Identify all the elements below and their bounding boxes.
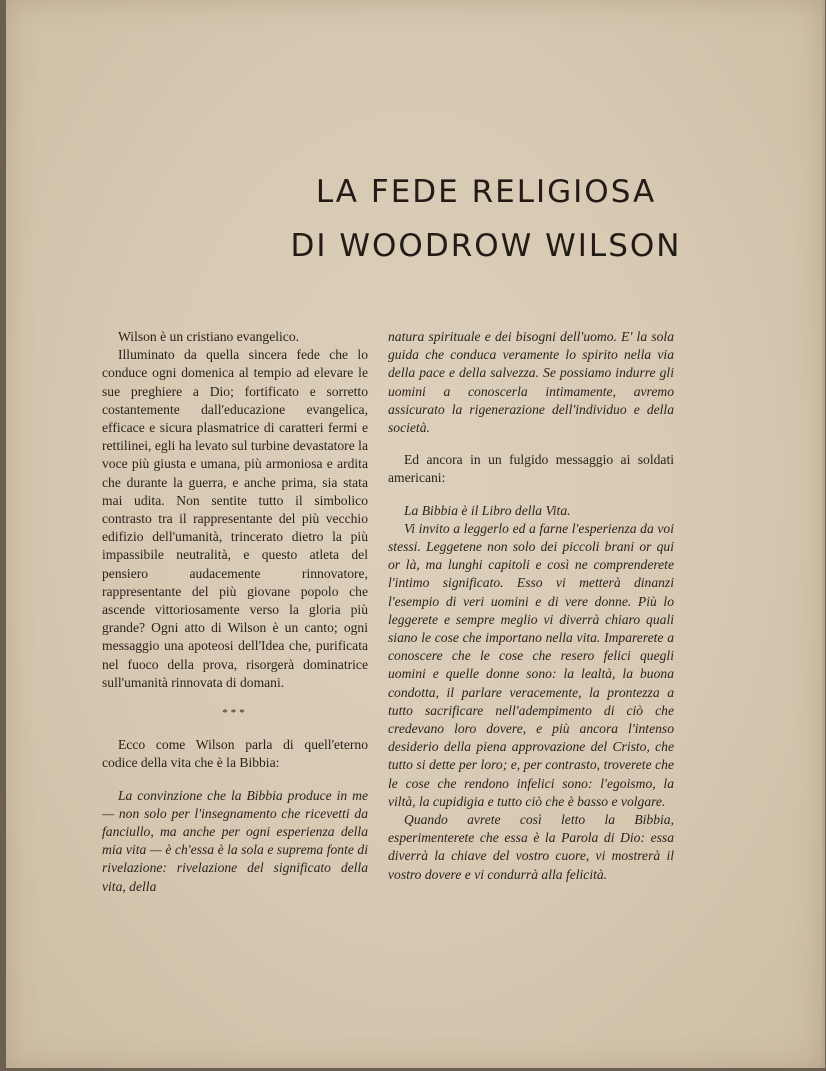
title-line-2: DI WOODROW WILSON [290,228,682,264]
quote-bible-1-continued: natura spirituale e dei bisogni dell'uomo. E' la sola guida che conduca veramente lo spirito nella via della pace e della salvezza. Se possiamo indurre gli uomini a conoscerla intimamente, avremo assicurato la rigenerazione dell'individuo e della società. [388,329,674,436]
left-column [102,328,368,896]
quote-bible-2-line-1: La Bibbia è il Libro della Vita. [404,502,571,518]
document-page [6,0,825,1068]
quote-bible-2-body: Vi invito a leggerlo ed a farne l'esperienza da voi stessi. Leggetene non solo dei piccoli brani or qui or là, ma lunghi capitoli e così ne comprenderete l'intimo significato. Esso vi metterà dinanzi l'esempio di veri uomini e di vere donne. Più lo leggerete e sempre meglio vi diverrà chiaro quali siano le cose che importano nella vita. Imparerete a conoscere che le cose che resero felici quegli uomini e quelle donne sono: la lealtà, la buona condotta, il parlare veracemente, la prontezza a tutto sacrificare nell'adempimento di ciò che credevano loro dovere, e più ancora l'intenso desiderio della piena approvazione del Cristo, che tutto si dette per loro; e, per contrasto, troverete che le cose che rendono infelici sono: l'egoismo, la viltà, la cupidigia e tutto ciò che è basso e volgare. [388,520,674,809]
paragraph-intro: Wilson è un cristiano evangelico. [118,329,300,344]
quote-bible-1: La convinzione che la Bibbia produce in me — non solo per l'insegnamento che ricevetti da fanciullo, ma anche per ogni esperienza della mia vita — è ch'essa è la sola e suprema fonte di rivelazione: rivelazione del significato della vita, della [102,787,368,894]
paragraph-main: Illuminato da quella sincera fede che lo conduce ogni domenica al tempio ad elevare le sue preghiere a Dio; fortificato e sorretto costantemente dall'educazione evangelica, efficace e sicura plasmatrice di caratteri fermi e rettilinei, egli ha levato sul turbine devastatore la voce più giusta e umana, più armoniosa e ardita che durante la guerra, e anche prima, sia stata mai udita. Non sentite tutto il simbolico contrasto tra il rappresentante del più vecchio edifizio dell'umanità, trincerato dietro la più impassibile neutralità, e questo atleta del pensiero audacemente rinnovatore, rappresentante del più giovane popolo che ascende vittoriosamente verso la gloria più grande? Ogni atto di Wilson è un canto; ogni messaggio una apoteosi dell'Idea che, purificata nel fuoco della prova, risorgerà dominatrice sull'umanità rinnovata di domani. [102,347,368,690]
paragraph-bible-intro: Ecco come Wilson parla di quell'eterno codice della vita che è la Bibbia: [102,737,368,771]
section-separator: *** [222,707,248,720]
paragraph-soldiers-intro: Ed ancora in un fulgido messaggio ai soldati americani: [388,452,674,486]
quote-bible-2-closing: Quando avrete così letto la Bibbia, esperimenterete che essa è la Parola di Dio: essa diverrà la chiave del vostro cuore, vi mostrerà il vostro dovere e vi condurrà alla felicità. [388,812,674,882]
right-column [388,328,674,884]
title-line-1: LA FEDE RELIGIOSA [315,174,657,210]
